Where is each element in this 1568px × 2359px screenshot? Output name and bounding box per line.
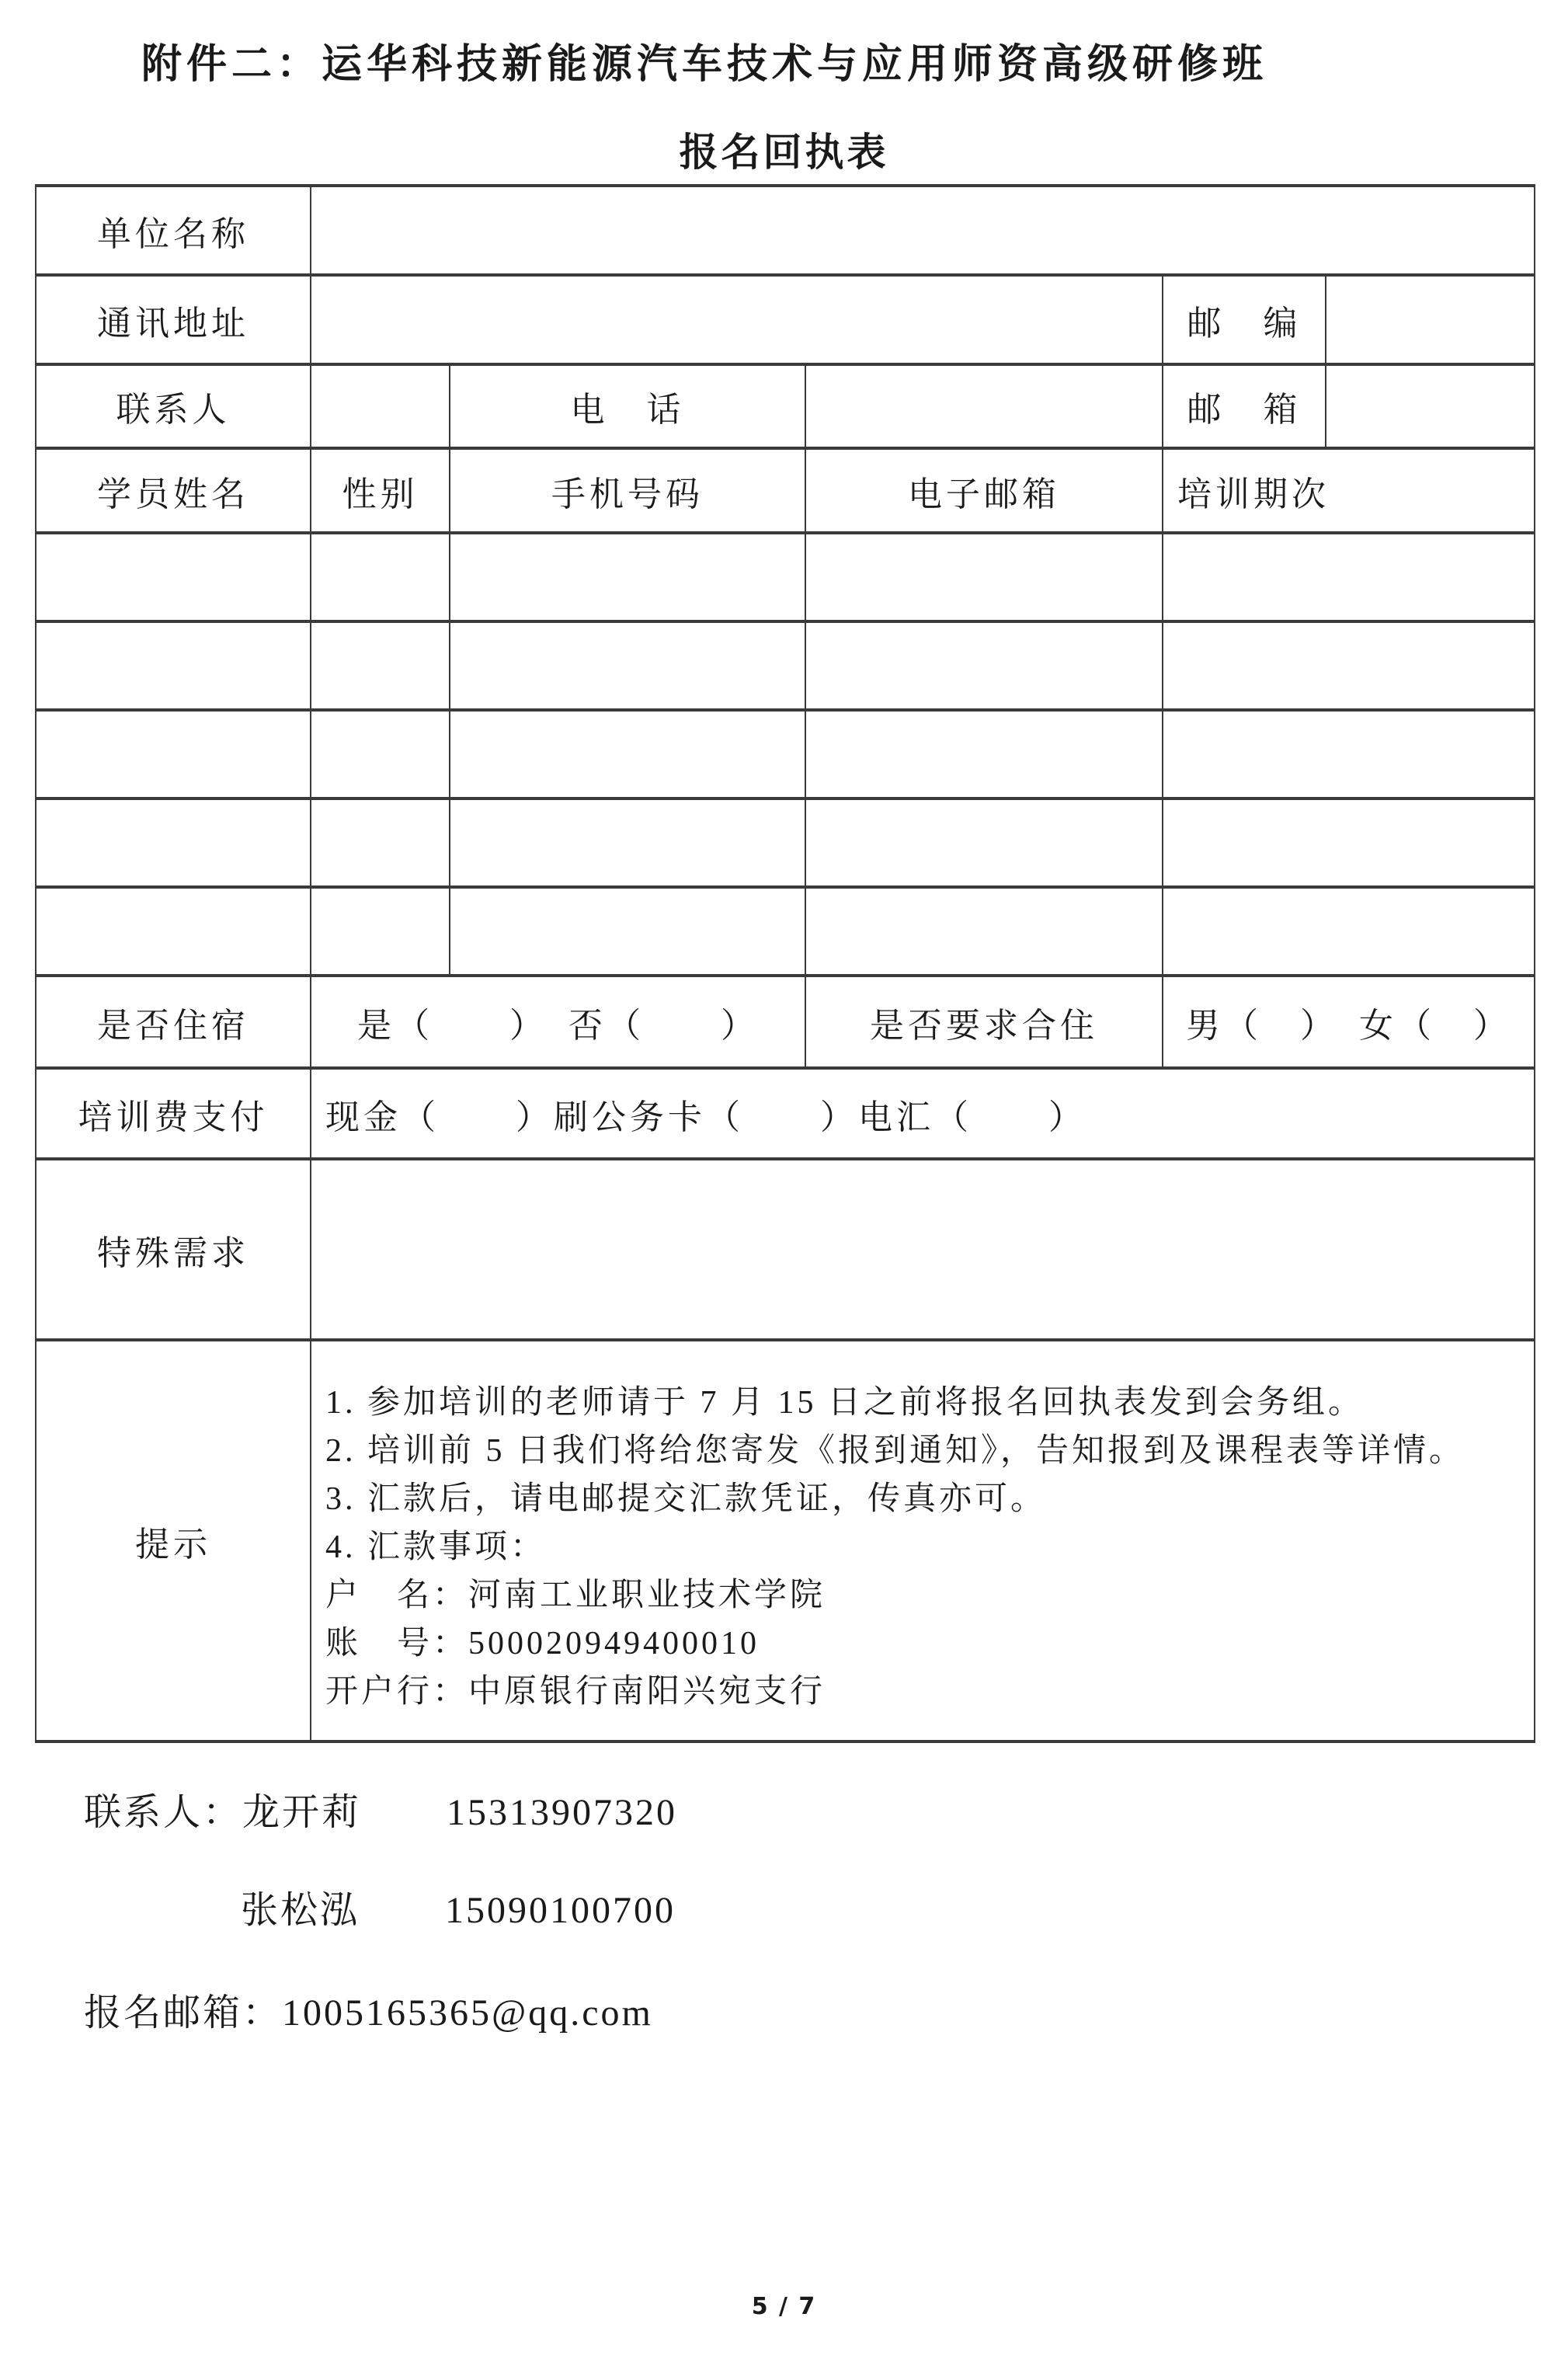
contact-2-phone: 15090100700 xyxy=(445,1890,676,1931)
note-line-account-name: 户 名：河南工业职业技术学院 xyxy=(325,1577,826,1613)
student-row xyxy=(36,710,1535,799)
gender-header: 性别 xyxy=(311,448,450,533)
lodging-label: 是否住宿 xyxy=(36,976,311,1068)
mailbox-label: 邮 箱 xyxy=(1163,364,1326,448)
note-line-2: 2. 培训前 5 日我们将给您寄发《报到通知》，告知报到及课程表等详情。 xyxy=(325,1432,1465,1469)
student-input-cell xyxy=(450,710,805,799)
row-student-header xyxy=(36,448,1535,533)
unit-name-input-cell xyxy=(311,186,1535,275)
student-input-cell xyxy=(36,887,311,976)
student-row xyxy=(36,533,1535,621)
row-payment xyxy=(36,1068,1535,1159)
student-name-header: 学员姓名 xyxy=(36,448,311,533)
special-needs-input-cell xyxy=(311,1159,1535,1340)
student-input-cell xyxy=(1163,799,1535,887)
contact-line-1 xyxy=(84,1782,677,1835)
unit-name-label: 单位名称 xyxy=(36,186,311,275)
phone-input-cell xyxy=(805,364,1163,448)
student-input-cell xyxy=(1163,533,1535,621)
mobile-header: 手机号码 xyxy=(450,448,805,533)
student-input-cell xyxy=(450,533,805,621)
contact-person-input-cell xyxy=(311,364,450,448)
note-line-account-number: 账 号：500020949400010 xyxy=(325,1625,760,1661)
row-unit-name xyxy=(36,186,1535,275)
row-notes xyxy=(36,1340,1535,1741)
student-input-cell xyxy=(1163,887,1535,976)
student-input-cell xyxy=(805,533,1163,621)
payment-options: 现金（ ）刷公务卡（ ）电汇（ ） xyxy=(311,1068,1535,1159)
student-input-cell xyxy=(36,533,311,621)
contact-person-label: 联系人 xyxy=(36,364,311,448)
postcode-label: 邮 编 xyxy=(1163,275,1326,364)
room-share-gender-options: 男（ ） 女（ ） xyxy=(1163,976,1535,1068)
student-input-cell xyxy=(805,621,1163,710)
registration-form-table xyxy=(35,184,1535,1743)
notes-content xyxy=(311,1340,1535,1741)
lodging-options: 是（ ） 否（ ） xyxy=(311,976,805,1068)
student-input-cell xyxy=(450,621,805,710)
note-line-4: 4. 汇款事项： xyxy=(325,1529,547,1565)
contact-1-phone: 15313907320 xyxy=(447,1792,678,1833)
student-input-cell xyxy=(311,887,450,976)
page-title: 附件二：运华科技新能源汽车技术与应用师资高级研修班 xyxy=(141,43,1268,87)
student-input-cell xyxy=(36,710,311,799)
student-input-cell xyxy=(311,533,450,621)
row-special-needs xyxy=(36,1159,1535,1340)
contact-1-name: 龙开莉 xyxy=(242,1792,362,1833)
room-share-label: 是否要求合住 xyxy=(805,976,1163,1068)
phone-label: 电 话 xyxy=(450,364,805,448)
note-line-1: 1. 参加培训的老师请于 7 月 15 日之前将报名回执表发到会务组。 xyxy=(325,1384,1365,1421)
address-label: 通讯地址 xyxy=(36,275,311,364)
student-row xyxy=(36,621,1535,710)
page-number: 5 / 7 xyxy=(751,2293,817,2320)
student-input-cell xyxy=(1163,710,1535,799)
contact-list-label: 联系人： xyxy=(84,1792,243,1833)
registration-email-value: 1005165365@qq.com xyxy=(282,1992,653,2034)
student-input-cell xyxy=(311,710,450,799)
mailbox-input-cell xyxy=(1326,364,1535,448)
student-input-cell xyxy=(805,710,1163,799)
payment-label: 培训费支付 xyxy=(36,1068,311,1159)
student-input-cell xyxy=(450,799,805,887)
contact-2-name: 张松泓 xyxy=(241,1890,360,1931)
contact-line-email xyxy=(84,1982,653,2036)
note-line-3: 3. 汇款后，请电邮提交汇款凭证，传真亦可。 xyxy=(325,1480,1047,1517)
student-input-cell xyxy=(36,799,311,887)
student-input-cell xyxy=(1163,621,1535,710)
row-contact-person xyxy=(36,364,1535,448)
student-row xyxy=(36,799,1535,887)
student-input-cell xyxy=(805,887,1163,976)
student-input-cell xyxy=(36,621,311,710)
student-input-cell xyxy=(450,887,805,976)
student-row xyxy=(36,887,1535,976)
session-header: 培训期次 xyxy=(1163,448,1535,533)
postcode-input-cell xyxy=(1326,275,1535,364)
email-header: 电子邮箱 xyxy=(805,448,1163,533)
contact-line-2 xyxy=(241,1880,676,1933)
note-line-bank: 开户行：中原银行南阳兴宛支行 xyxy=(325,1673,826,1710)
special-needs-label: 特殊需求 xyxy=(36,1159,311,1340)
student-input-cell xyxy=(311,799,450,887)
notes-label: 提示 xyxy=(36,1340,311,1741)
address-input-cell xyxy=(311,275,1163,364)
student-input-cell xyxy=(805,799,1163,887)
row-address xyxy=(36,275,1535,364)
row-lodging xyxy=(36,976,1535,1068)
registration-email-label: 报名邮箱： xyxy=(84,1992,283,2034)
form-title: 报名回执表 xyxy=(679,130,889,174)
student-input-cell xyxy=(311,621,450,710)
